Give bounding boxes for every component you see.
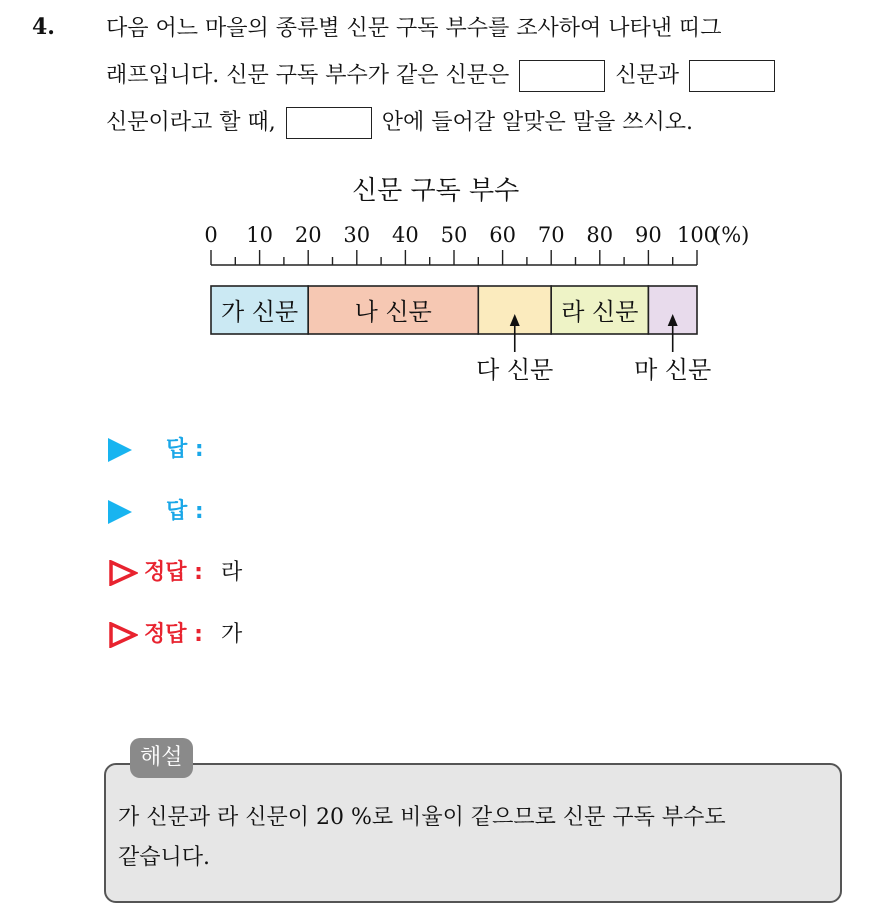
tick-label: 70 [537, 223, 565, 247]
chart-title: 신문 구독 부수 [352, 176, 520, 206]
answer-row-1 [108, 432, 222, 463]
answer-marker-icon [108, 438, 132, 462]
tick-label: 0 [204, 223, 218, 247]
explanation-line-2: 같습니다. [118, 845, 211, 870]
tick-label: 20 [294, 223, 322, 247]
correct-answer-row-2 [108, 617, 242, 648]
correct-marker-icon [108, 560, 138, 586]
question-number: 4. [32, 14, 55, 40]
tick-label: 50 [440, 223, 468, 247]
answer-label: 답 : [166, 437, 204, 462]
correct-answer-row-1 [108, 555, 242, 586]
answer-marker-icon [108, 500, 132, 524]
answer-label: 답 : [166, 499, 204, 524]
segment-label: 라 신문 [561, 298, 639, 326]
question-line-2-mid: 신문과 [615, 63, 680, 88]
correct-answer-value: 라 [220, 560, 243, 585]
segment-label: 다 신문 [476, 356, 554, 384]
question-line-3-text: 신문이라고 할 때, [106, 110, 276, 135]
tick-label: 100 [676, 223, 718, 247]
tick-label: 90 [635, 223, 662, 247]
correct-marker-icon [108, 622, 138, 648]
tick-label: 40 [392, 223, 419, 247]
correct-answer-value: 가 [220, 622, 243, 647]
correct-answer-label: 정답 : [144, 560, 203, 585]
tick-label: 30 [343, 223, 371, 247]
answer-row-2 [108, 494, 222, 525]
segment-label: 가 신문 [221, 298, 299, 326]
segment-label: 마 신문 [634, 356, 712, 384]
tick-label: 10 [246, 223, 273, 247]
band-graph [0, 0, 884, 400]
explanation-box [104, 763, 842, 903]
question-line-3-post: 안에 들어갈 알맞은 말을 쓰시오. [381, 110, 693, 135]
explanation-tab: 해설 [130, 738, 193, 778]
correct-answer-label: 정답 : [144, 622, 203, 647]
explanation-line-1: 가 신문과 라 신문이 20 %로 비율이 같으므로 신문 구독 부수도 [118, 805, 726, 830]
question-line-2-text: 래프입니다. 신문 구독 부수가 같은 신문은 [106, 63, 510, 88]
question-line-1: 다음 어느 마을의 종류별 신문 구독 부수를 조사하여 나타낸 띠그 [106, 16, 722, 41]
tick-label: 80 [586, 223, 614, 247]
segment-label: 나 신문 [354, 298, 432, 326]
axis-unit: (%) [713, 223, 750, 247]
tick-label: 60 [489, 223, 516, 247]
